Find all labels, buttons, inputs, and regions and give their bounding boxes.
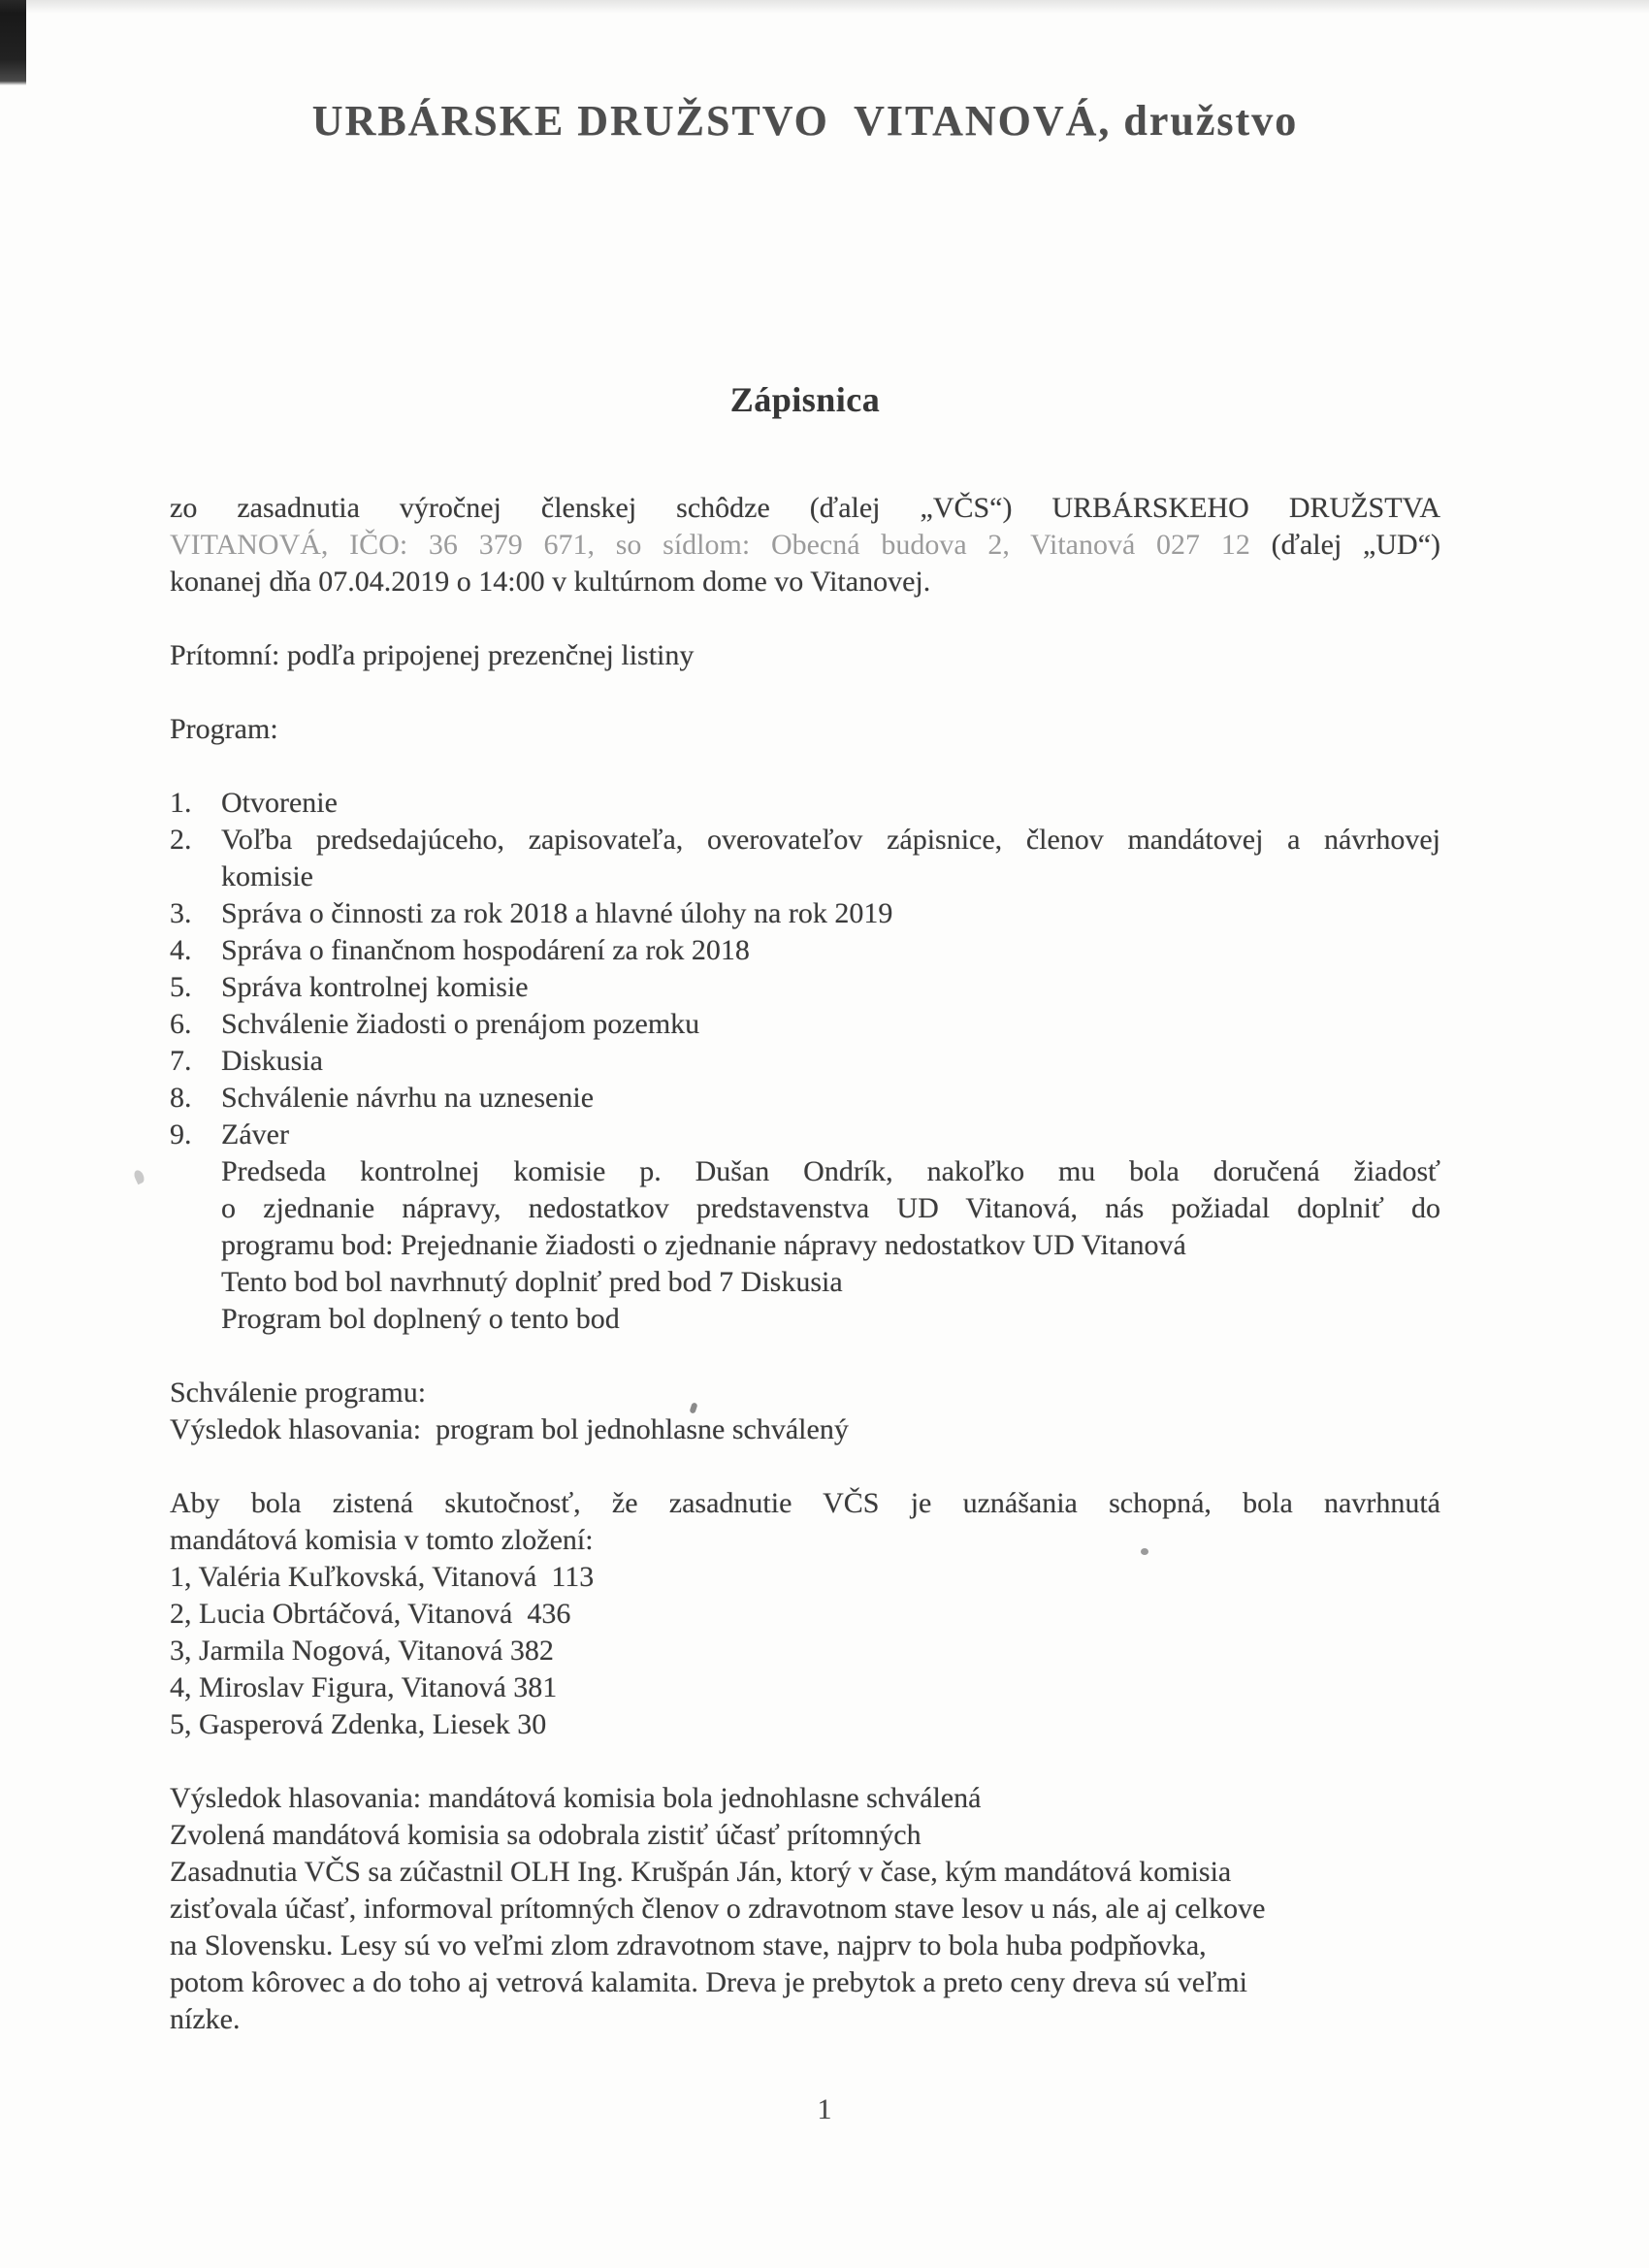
program-item-number: 4.	[170, 934, 192, 966]
mandate-member: 4, Miroslav Figura, Vitanová 381	[170, 1671, 558, 1703]
program-item	[170, 932, 1440, 969]
program-item	[170, 822, 1440, 895]
program-item-text: Správa kontrolnej komisie	[221, 971, 529, 1003]
closing-line: Výsledok hlasovania: mandátová komisia bola jednohlasne schválená	[170, 1782, 982, 1814]
scan-speck	[132, 1169, 146, 1184]
closing-paragraph	[170, 1780, 1440, 2038]
section-heading: Zápisnica	[729, 380, 881, 419]
attendees-line: Prítomní: podľa pripojenej prezenčnej listiny	[170, 639, 695, 671]
program-item	[170, 1117, 1440, 1153]
closing-line: Zvolená mandátová komisia sa odobrala zistiť účasť prítomných	[170, 1819, 922, 1851]
program-item-text: Schválenie návrhu na uznesenie	[221, 1082, 595, 1114]
approval-result: Výsledok hlasovania: program bol jednohlasne schválený	[170, 1413, 849, 1445]
program-item-text: Voľba predsedajúceho, zapisovateľa, overovateľov zápisnice, členov mandátovej a návrhovej	[221, 824, 1440, 856]
program-item	[170, 1080, 1440, 1117]
document-title: URBÁRSKE DRUŽSTVO VITANOVÁ, družstvo	[311, 97, 1299, 145]
mandate-member: 1, Valéria Kuľkovská, Vitanová 113	[170, 1561, 595, 1593]
note-line: Tento bod bol navrhnutý doplniť pred bod 7 Diskusia	[221, 1266, 843, 1298]
intro-line-2-dark: (ďalej „UD“)	[1271, 529, 1440, 561]
program-item-number: 9.	[170, 1118, 192, 1150]
program-item-number: 5.	[170, 971, 192, 1003]
program-approval	[170, 1375, 1440, 1448]
program-item-number: 1.	[170, 787, 192, 819]
mandate-member: 2, Lucia Obrtáčová, Vitanová 436	[170, 1598, 571, 1630]
scan-artifact-top-edge	[0, 0, 1649, 14]
note-line: programu bod: Prejednanie žiadosti o zjednanie nápravy nedostatkov UD Vitanová	[221, 1229, 1186, 1261]
program-item-text: Správa o finančnom hospodárení za rok 2018	[221, 934, 750, 966]
closing-line: nízke.	[170, 2003, 241, 2035]
program-item-number: 7.	[170, 1045, 192, 1077]
intro-paragraph	[170, 490, 1440, 600]
approval-label: Schválenie programu:	[170, 1377, 427, 1409]
intro-line-2	[170, 527, 1440, 564]
note-line: Predseda kontrolnej komisie p. Dušan Ondrík, nakoľko mu bola doručená žiadosť	[221, 1155, 1440, 1187]
program-item-text: Záver	[221, 1118, 289, 1150]
program-item-text: Schválenie žiadosti o prenájom pozemku	[221, 1008, 700, 1040]
page-number: 1	[817, 2093, 832, 2125]
program-item-text-continued: komisie	[221, 860, 313, 892]
mandate-intro-line-1: Aby bola zistená skutočnosť, že zasadnutie VČS je uznášania schopná, bola navrhnutá	[170, 1487, 1440, 1519]
program-item	[170, 1043, 1440, 1080]
mandate-member: 3, Jarmila Nogová, Vitanová 382	[170, 1635, 554, 1667]
program-item-number: 8.	[170, 1082, 192, 1114]
program-list	[170, 785, 1440, 1153]
program-label: Program:	[170, 713, 278, 745]
program-item-number: 6.	[170, 1008, 192, 1040]
program-item-number: 2.	[170, 824, 192, 856]
closing-line: potom kôrovec a do toho aj vetrová kalamita. Dreva je prebytok a preto ceny dreva sú veľmi	[170, 1966, 1247, 1998]
program-item	[170, 969, 1440, 1006]
note-line: o zjednanie nápravy, nedostatkov predstavenstva UD Vitanová, nás požiadal doplniť do	[221, 1192, 1440, 1224]
mandate-commission-section	[170, 1485, 1440, 1743]
program-item-number: 3.	[170, 897, 192, 929]
intro-line-2-faded: VITANOVÁ, IČO: 36 379 671, so sídlom: Obecná budova 2, Vitanová 027 12	[170, 529, 1272, 561]
scan-speck	[1141, 1548, 1148, 1555]
closing-line: na Slovensku. Lesy sú vo veľmi zlom zdravotnom stave, najprv to bola huba podpňovka,	[170, 1929, 1207, 1961]
program-item	[170, 1006, 1440, 1043]
program-item	[170, 785, 1440, 822]
closing-line: zisťovala účasť, informoval prítomných členov o zdravotnom stave lesov u nás, ale aj celkove	[170, 1893, 1266, 1925]
closing-line: Zasadnutia VČS sa zúčastnil OLH Ing. Krušpán Ján, ktorý v čase, kým mandátová komisia	[170, 1856, 1232, 1888]
program-item-text: Otvorenie	[221, 787, 338, 819]
program-item-text: Diskusia	[221, 1045, 323, 1077]
program-amendment-note	[221, 1153, 1440, 1338]
mandate-intro-line-2: mandátová komisia v tomto zložení:	[170, 1524, 594, 1556]
note-line: Program bol doplnený o tento bod	[221, 1303, 620, 1335]
intro-line-1: zo zasadnutia výročnej členskej schôdze (ďalej „VČS“) URBÁRSKEHO DRUŽSTVA	[170, 492, 1440, 524]
mandate-member: 5, Gasperová Zdenka, Liesek 30	[170, 1708, 547, 1740]
program-item-text: Správa o činnosti za rok 2018 a hlavné úlohy na rok 2019	[221, 897, 893, 929]
intro-line-3: konanej dňa 07.04.2019 o 14:00 v kultúrnom dome vo Vitanovej.	[170, 566, 931, 598]
program-item	[170, 895, 1440, 932]
